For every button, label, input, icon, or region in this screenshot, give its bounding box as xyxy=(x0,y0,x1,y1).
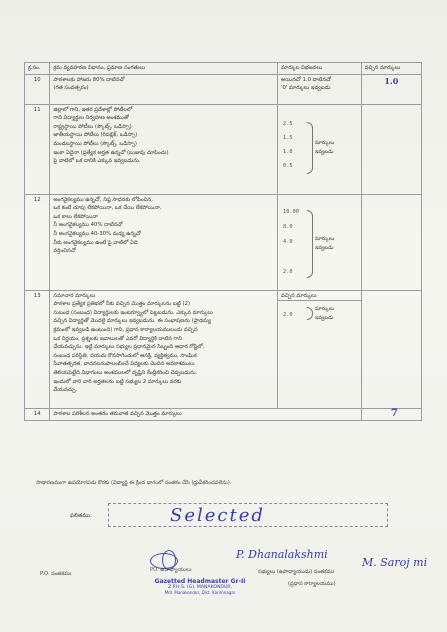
stamp-school: Z.P.H.S. (G), MANAKONDUR, xyxy=(168,585,232,590)
mark-line: అయినచో 1.0 దాటినచో xyxy=(281,76,332,83)
brace-shape xyxy=(307,210,313,278)
mark-label xyxy=(315,208,334,280)
row-number: 11 xyxy=(25,104,50,194)
desc-line: సుబంధ (సంబంధ) విద్యార్థులకు ఇంటర్వ్యూలో పెట్టబడును. ఎక్కువ మార్కులు xyxy=(53,309,213,316)
po-signature-label: P.O. సంతకము xyxy=(40,571,72,577)
mark-label xyxy=(315,120,334,176)
row-marks-obtained xyxy=(361,194,421,290)
desc-line: రాష్ట్రస్థాయి పోటీలు (స్కౌట్స్, ఒడిస్సా) xyxy=(53,123,132,130)
desc-line: మండలస్థాయి పోటీలు (స్కౌట్స్, ఒడిస్సా) xyxy=(53,140,137,147)
mark-value: 8.0 xyxy=(283,223,293,230)
row-description: పాఠశాల పరిశీలన అంతరం తరువాత వచ్చిన మొత్తం మార్కులు xyxy=(50,408,361,421)
office-label: (ప్రధాన కార్యాలయము) xyxy=(288,581,336,587)
stamp-title: Gazetted Headmaster Gr-II xyxy=(154,578,246,585)
mark-brace-group xyxy=(281,305,358,322)
mark-value: 2.5 xyxy=(283,120,293,127)
desc-line: వేయవచ్చు. xyxy=(53,387,78,394)
desc-line: పాఠశాలకు హాజరు 80% దాటినచో xyxy=(53,76,125,83)
mark-value: 1.0 xyxy=(283,148,293,155)
row-number: 10 xyxy=(25,74,50,104)
table-row-total xyxy=(25,408,422,421)
headmaster-stamp xyxy=(140,578,260,595)
table-row xyxy=(25,290,422,408)
desc-line: (గత సంవత్సరం) xyxy=(53,85,89,92)
desc-line: ఒక కంటి చూపు లేకపోయినా, ఒక చేయి లేకపోయినా, xyxy=(53,205,162,212)
marks-table xyxy=(24,62,422,421)
desc-line: వచ్చిన విద్యార్థితో మొదలై మార్కులు ఇవ్వబడును. ఈ సంభాషణను (ప్రాథమ్య xyxy=(53,318,211,325)
header-marks-obtained: వచ్చిన మార్కులు xyxy=(361,63,421,75)
header-description: క్రమ వ్యవహరణ విధానం, ప్రమాణ సంగతులు xyxy=(50,63,278,75)
brace-shape xyxy=(307,307,313,320)
row-mark-split xyxy=(278,74,362,104)
mark-label-line: మార్కులు xyxy=(315,140,335,146)
desc-line: ఇంకా ఏదైనా (ప్రత్యేక అర్హత ఉన్నచో (బుజువు చూపించు) xyxy=(53,149,169,156)
desc-line: జిల్లాలో గాని, ఇతర ప్రదేశాల్లో పోటీలలో xyxy=(53,106,133,113)
center-signature-label: PO. ఉపాధ్యాయులు xyxy=(150,567,192,573)
desc-line: సేవాతత్పరత, వాదనలనుపాలంబించే విద్యలకు చెందిన అవకాశములు xyxy=(53,361,195,368)
mark-brace-group xyxy=(281,120,358,176)
mark-value: 2.0 xyxy=(283,312,293,319)
member-signature-label: సభ్యులు (ఉపాధ్యాయుడు) సంతకము xyxy=(258,569,335,575)
total-marks xyxy=(361,408,421,421)
mark-values xyxy=(281,208,307,280)
desc-line: ఇందులో వారి వారి అర్హతలను బట్టి సభ్యుల 2 మార్కులు వరకు xyxy=(53,378,182,385)
row-mark-split xyxy=(278,290,362,408)
row-mark-split xyxy=(278,194,362,290)
table-row xyxy=(25,194,422,290)
desc-line: క్రమంలో ఇవ్వబడి ఉంటుంది) గాని, ప్రధాన కార్యాలయములందు వచ్చిన xyxy=(53,326,198,333)
desc-line: గాని విద్యార్థుల నిర్వహణ అంశముతో xyxy=(53,115,129,122)
desc-line: తెలియపెట్టేది విభాగంలు అంశములలో దృష్టిని కేంద్రీకరించి చెప్పబడును. xyxy=(53,369,198,376)
row-marks-obtained xyxy=(361,290,421,408)
mark-brace-group xyxy=(281,208,358,280)
row-number: 14 xyxy=(25,408,50,421)
desc-line: పై వాటిలో ఒక దానికి ఎక్కువ ఇవ్వబడును. xyxy=(53,158,141,165)
desc-line: ఒక కాలు లేకపోయినా xyxy=(53,213,98,220)
row-description xyxy=(50,290,278,408)
row-marks-obtained xyxy=(361,104,421,194)
row-description xyxy=(50,104,278,194)
signature-sarojini: M. Saroj mi xyxy=(362,556,428,569)
row-number: 13 xyxy=(25,290,50,408)
desc-line: నీ అంగవైకల్యము 40-30% మధ్య ఉన్నచో xyxy=(53,230,141,237)
brace-shape xyxy=(307,122,313,174)
row-description xyxy=(50,74,278,104)
mark-value: 4.0 xyxy=(283,238,293,245)
header-mark-split: మార్కుల విభజనలు xyxy=(278,63,362,75)
desc-line: ఒక నిర్ణయం, ప్రశ్నలకు జవాబులతో ఎవరో విద్యార్థికి దాటిన గాని xyxy=(53,335,182,342)
result-label: ఫలితము: xyxy=(70,513,92,519)
desc-line: వర్తించినచో xyxy=(53,248,76,255)
desc-line: పాఠశాల ప్రత్యేక ప్రతిభలో నీకు వచ్చిన మొత్తం మార్కులను బట్టి (2) xyxy=(53,301,191,308)
desc-line: నీకు అంగవైకల్యము ఉంటే పై వాటిలో ఏది xyxy=(53,239,138,246)
row-mark-split xyxy=(278,104,362,194)
signature-dhanalakshmi: P. Dhanalakshmi xyxy=(236,548,328,561)
desc-line: సమాచార మార్కులు xyxy=(53,292,96,299)
mark-value: 0.5 xyxy=(283,162,293,169)
mark-values xyxy=(281,120,307,176)
mark-label-line: ఇవ్వబడు xyxy=(315,244,334,251)
mark-label-line: ఇవ్వబడు xyxy=(315,148,334,155)
desc-line: చేయవచ్చును. ఇట్టి మార్కులు సభ్యుల ప్రధానమైన సిబ్బంది ఆధార గోష్టిలో, xyxy=(53,344,205,351)
mark-label-line: మార్కులు xyxy=(315,236,335,242)
footnote: సాధారణముగా ఉపయోగపడు కొరకు (విద్యార్థి ఈ క్రింద భాగంలో సంతకం చేసి (ధ్రువీకరించవలెను). xyxy=(36,480,232,486)
mark-label-line: ఇవ్వబడు xyxy=(315,314,334,321)
table-header-row xyxy=(25,63,422,75)
desc-line: సంబంధ పరిస్థితి, దయచు కొనసాగించులో ఆసక్తి, వ్యక్తిత్వము, సాంఘిక xyxy=(53,352,197,359)
header-serial: క్ర.సం. xyxy=(25,63,50,75)
marks-subheader: వచ్చిన మార్కులు xyxy=(278,292,361,302)
row-number: 12 xyxy=(25,194,50,290)
mark-value: 1.5 xyxy=(283,134,293,141)
desc-line: నీ అంగవైకల్యము 40% దాటినచో xyxy=(53,222,123,229)
table-row xyxy=(25,74,422,104)
row-description xyxy=(50,194,278,290)
table-row xyxy=(25,104,422,194)
handwritten-total: 7 xyxy=(390,407,398,419)
mark-label-line: మార్కులు xyxy=(315,306,335,313)
mark-line: '0' మార్కులు ఇవ్వబడు xyxy=(281,85,331,92)
stamp-place: Mdl. Manakondur, Dist. Karimnagar xyxy=(164,590,236,595)
handwritten-score: 1.0 xyxy=(384,75,399,86)
row-marks-obtained xyxy=(361,74,421,104)
desc-line: జాతీయస్థాయి పోటీలు (రిపబ్లిక్, ఒడిస్సా) xyxy=(53,132,138,139)
mark-label xyxy=(315,305,334,322)
mark-values xyxy=(281,305,307,322)
desc-line: అంగవైకల్యము ఉన్నచో, నిష్ఠ సాధనకు లోపించిన, xyxy=(53,196,153,203)
mark-value: 2.0 xyxy=(283,268,293,275)
mark-value: 10.00 xyxy=(283,208,299,215)
handwritten-result: Selected xyxy=(170,505,265,526)
